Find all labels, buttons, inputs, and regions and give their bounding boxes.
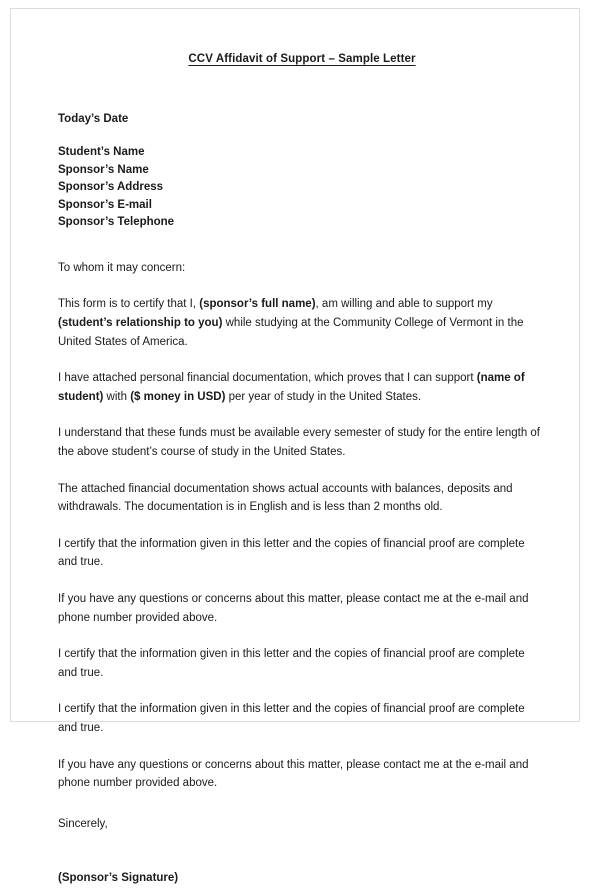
text-run-2: , am willing and able to support my: [315, 298, 493, 311]
text-run-0: I certify that the information given in this letter and the copies of financial proof are complete and true.: [58, 648, 525, 679]
address-line-sponsor-telephone: Sponsor’s Telephone: [58, 216, 175, 229]
emphasis-run-3: (student’s relationship to you): [58, 317, 223, 330]
document-body: [11, 9, 579, 885]
date-placeholder: Today’s Date: [58, 113, 129, 125]
paragraph-contact-me-1: [58, 590, 546, 627]
closing: Sincerely,: [58, 817, 108, 830]
address-block: [58, 144, 546, 232]
document-page: [10, 8, 580, 885]
page-title: CCV Affidavit of Support – Sample Letter: [188, 53, 416, 65]
text-run-0: If you have any questions or concerns about this matter, please contact me at the e-mail and phone number provided above.: [58, 593, 529, 624]
text-run-0: The attached financial documentation shows actual accounts with balances, deposits and withdrawals. The documentation is in English and is less than 2 months old.: [58, 482, 513, 514]
address-line-sponsor-name: Sponsor’s Name: [58, 163, 149, 176]
salutation: To whom it may concern:: [58, 261, 186, 274]
emphasis-run-1: (sponsor’s full name): [199, 298, 316, 311]
text-run-0: I have attached personal financial documentation, which proves that I can support: [58, 372, 477, 385]
text-run-4: while studying at the Community College of Vermont in the United States of America.: [58, 317, 524, 348]
paragraph-certify-support: [58, 295, 546, 351]
text-run-2: with: [103, 390, 131, 403]
emphasis-run-1: (name of student): [58, 372, 525, 403]
text-run-4: per year of study in the United States.: [225, 390, 422, 403]
text-run-0: I certify that the information given in this letter and the copies of financial proof are complete and true.: [58, 537, 525, 569]
text-run-0: I certify that the information given in this letter and the copies of financial proof are complete and true.: [58, 703, 525, 734]
address-line-sponsor-address: Sponsor’s Address: [58, 181, 164, 194]
paragraph-certify-information-1: [58, 535, 546, 572]
signature-placeholder: (Sponsor’s Signature): [58, 872, 179, 885]
paragraph-contact-me-2: [58, 756, 546, 793]
emphasis-run-3: ($ money in USD): [130, 390, 226, 403]
paragraph-financial-documentation: [58, 369, 546, 406]
paragraph-funds-availability: [58, 424, 546, 461]
text-run-0: This form is to certify that I,: [58, 298, 200, 311]
paragraph-certify-information-2: [58, 645, 546, 682]
paragraph-certify-information-3: [58, 700, 546, 737]
address-line-sponsor-email: Sponsor’s E-mail: [58, 198, 152, 211]
text-run-0: I understand that these funds must be available every semester of study for the entire length of the above student’s course of study in the United States.: [58, 427, 541, 459]
address-line-student-name: Student’s Name: [58, 146, 145, 158]
paragraph-accounts-detail: [58, 480, 546, 517]
letter-body: [58, 295, 546, 792]
text-run-0: If you have any questions or concerns about this matter, please contact me at the e-mail and phone number provided above.: [58, 758, 529, 790]
